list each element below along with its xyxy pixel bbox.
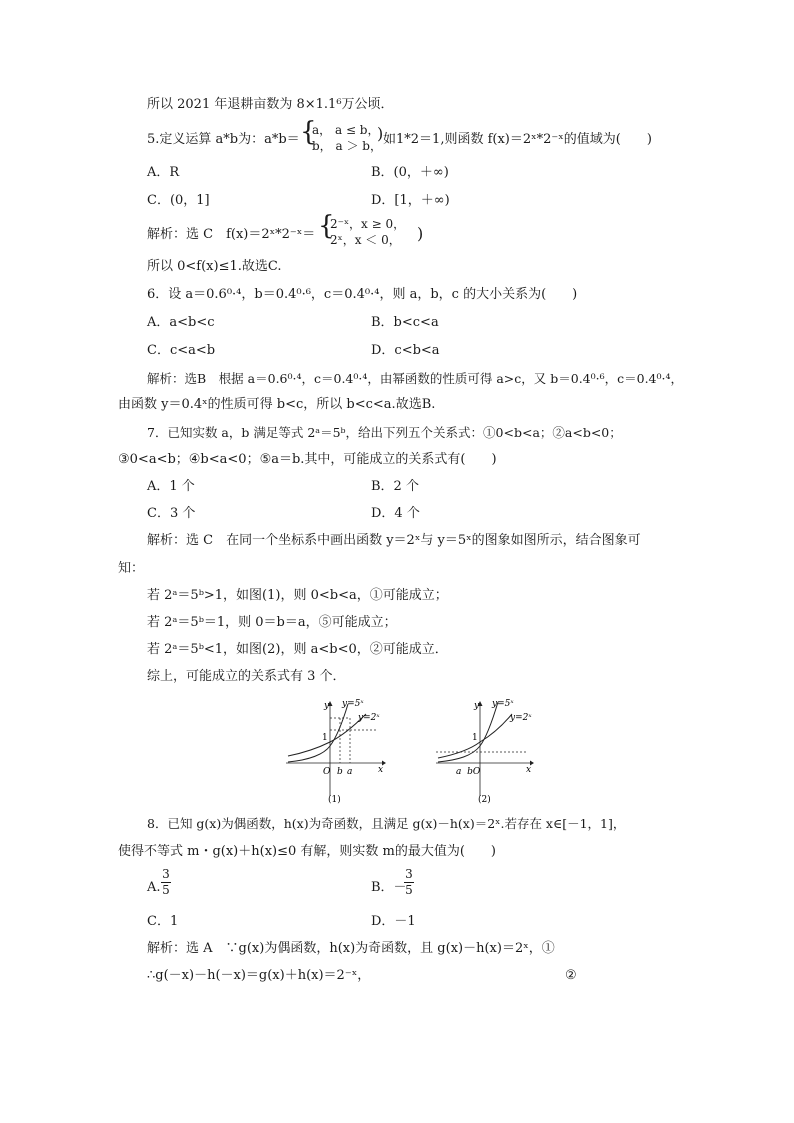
figure-2-curve-5x: y=5ˣ [492, 699, 514, 709]
q7-stem-2: ③0<a<b；④b<a<0；⑤a＝b.其中，可能成立的关系式有( ) [118, 452, 497, 467]
figure-1-b: b [337, 767, 343, 777]
figure-1 [280, 696, 390, 808]
figure-2-ticks: a bO [456, 767, 481, 777]
figure-2-caption: (2) [478, 795, 491, 805]
q5-brace: { [300, 117, 317, 147]
q8-option-a-label: A. [147, 880, 161, 895]
q7-solution-6: 综上，可能成立的关系式有 3 个． [147, 669, 346, 684]
figure-1-a: a [347, 767, 353, 777]
q6-option-c: C．c<a<b [147, 343, 216, 358]
q5-option-c: C．(0，1] [147, 193, 210, 208]
q8-option-d: D．－1 [371, 914, 416, 929]
q5-option-b: B．(0，＋∞) [371, 165, 449, 180]
q5-solution-brace: { [318, 211, 335, 241]
q6-solution-2: 由函数 y＝0.4ˣ的性质可得 b<c，所以 b<c<a.故选B. [118, 397, 436, 412]
q7-option-a: A．1 个 [147, 479, 195, 494]
q5-case2: b， a ＞ b， [312, 139, 382, 153]
q8-option-b-numerator: 3 [405, 867, 413, 881]
figure-1-origin: O [323, 767, 331, 777]
q6-option-d: D．c<b<a [371, 343, 440, 358]
q5-solution-close: ) [417, 224, 424, 243]
q7-solution-1: 解析：选 C 在同一个坐标系中画出函数 y＝2ˣ与 y＝5ˣ的图象如图所示，结合图象可 [147, 533, 641, 548]
intro-line: 所以 2021 年退耕亩数为 8×1.1⁶万公顷． [147, 97, 394, 112]
q8-option-c: C．1 [147, 914, 179, 929]
q7-solution-2: 知： [118, 561, 145, 576]
q8-stem-1: 8．已知 g(x)为偶函数，h(x)为奇函数，且满足 g(x)－h(x)＝2ˣ.若存在 x∈[－1，1]， [147, 816, 626, 831]
q5-solution-case1: 2⁻ˣ，x ≥ 0， [330, 217, 406, 231]
q8-option-a-numerator: 3 [162, 867, 170, 881]
q6-solution-1: 解析：选B 根据 a＝0.6⁰·⁴，c＝0.4⁰·⁴，由幂函数的性质可得 a>c，又 b＝0.4⁰·⁶，c＝0.4⁰·⁴， [147, 371, 683, 386]
figure-2-curve-2x: y=2ˣ [510, 713, 532, 723]
q7-stem-1: 7．已知实数 a，b 满足等式 2ᵃ＝5ᵇ，给出下列五个关系式：①0<b<a；②a<b<0； [147, 425, 622, 440]
q8-option-a-fraction [161, 868, 171, 897]
q5-solution-case2: 2ˣ，x ＜ 0， [330, 233, 401, 247]
q5-case1: a， a ≤ b， [312, 123, 380, 137]
q7-option-b: B．2 个 [371, 479, 419, 494]
q7-solution-4: 若 2ᵃ＝5ᵇ＝1，则 0＝b＝a，⑤可能成立； [147, 615, 397, 630]
figure-1-curve-2x: y=2ˣ [358, 713, 380, 723]
q8-option-b-label: B．－ [371, 880, 407, 895]
q5-tail: 如1*2＝1,则函数 f(x)＝2ˣ*2⁻ˣ的值域为( ) [383, 132, 652, 147]
q5-close: ) [377, 124, 384, 143]
q8-solution-1: 解析：选 A ∵g(x)为偶函数，h(x)为奇函数，且 g(x)－h(x)＝2ˣ，① [147, 941, 555, 956]
figure-2-y-label: y [474, 701, 480, 711]
q8-option-b-fraction [404, 868, 414, 897]
q5-option-a: A．R [147, 165, 180, 180]
q5-lead: 5.定义运算 a*b为：a*b＝ [147, 132, 300, 147]
q5-solution-end: 所以 0<f(x)≤1.故选C. [147, 259, 282, 274]
figure-1-curve-5x: y=5ˣ [342, 699, 364, 709]
q8-option-a-denominator: 5 [162, 883, 170, 897]
q8-option-b-denominator: 5 [405, 883, 413, 897]
figure-1-y-label: y [324, 701, 330, 711]
figure-2 [430, 696, 540, 808]
q8-solution-2: ∴g(－x)－h(－x)＝g(x)＋h(x)＝2⁻ˣ， [147, 968, 371, 983]
q8-stem-2: 使得不等式 m・g(x)＋h(x)≤0 有解，则实数 m的最大值为( ) [118, 844, 497, 859]
figure-1-caption: (1) [328, 795, 341, 805]
q5-option-d: D．[1，＋∞) [371, 193, 450, 208]
figure-2-one: 1 [472, 733, 478, 743]
q8-solution-2-mark: ② [565, 968, 577, 983]
q6-option-a: A．a<b<c [147, 315, 215, 330]
figure-2-x-label: x [526, 765, 532, 775]
figure-1-one: 1 [322, 733, 328, 743]
q6-stem: 6．设 a＝0.6⁰·⁴，b＝0.4⁰·⁶，c＝0.4⁰·⁴，则 a，b，c 的大小关系为( ) [147, 287, 578, 302]
q6-option-b: B．b<c<a [371, 315, 439, 330]
q5-solution-lead: 解析：选 C f(x)＝2ˣ*2⁻ˣ＝ [147, 227, 316, 242]
q7-option-d: D．4 个 [371, 506, 420, 521]
q7-solution-3: 若 2ᵃ＝5ᵇ>1，如图(1)，则 0<b<a，①可能成立； [147, 588, 448, 603]
q7-option-c: C．3 个 [147, 506, 196, 521]
figure-1-x-label: x [378, 765, 384, 775]
q7-solution-5: 若 2ᵃ＝5ᵇ<1，如图(2)，则 a<b<0，②可能成立． [147, 642, 448, 657]
